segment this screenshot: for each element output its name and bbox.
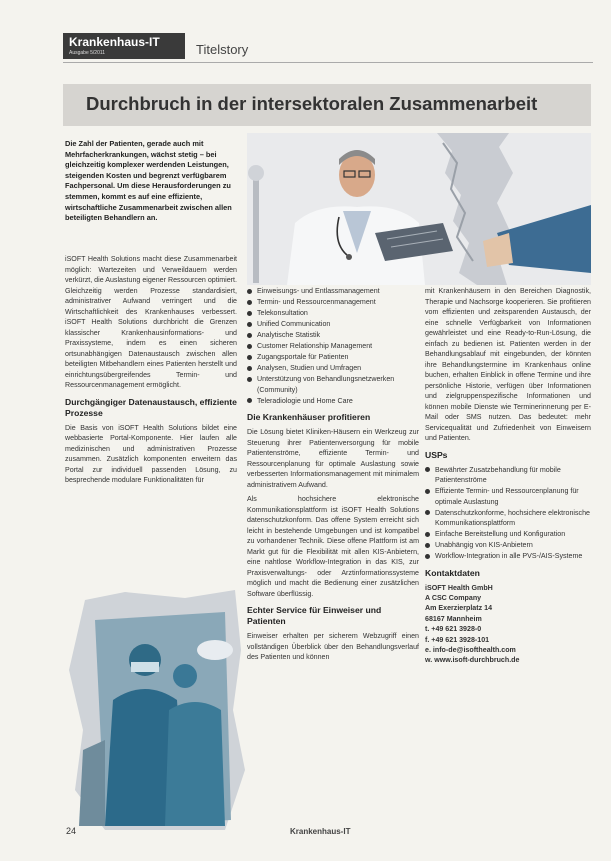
logo-text: Krankenhaus-IT xyxy=(69,35,160,49)
contact-line: Am Exerzierplatz 14 xyxy=(425,604,493,613)
col2-subheading-2: Echter Service für Einweiser und Patienten xyxy=(247,605,382,626)
list-item: Teleradiologie und Home Care xyxy=(247,396,419,407)
magazine-logo xyxy=(63,33,185,59)
list-item: Unified Communication xyxy=(247,319,419,330)
col1-paragraph-2: Die Basis von iSOFT Health Solutions bildet eine webbasierte Portal-Komponente. Hier laufen alle medizinischen und administrativen Prozesse zusammen. Zusätzlich komponenten erweitern das Portal zur individuell passenden Lösung, zu besprechende modulare Funktionalitäten für xyxy=(65,423,237,484)
col1-paragraph: iSOFT Health Solutions macht diese Zusammenarbeit möglich: Wartezeiten und Verweildauern werden verkürzt, die Auslastung eigener Ressourcen optimiert. Gleichzeitig werden Prozesse standardisiert, administrativer Aufwand verringert und die Wirtschaftlichkeit des Krankenhauses verbessert. iSOFT Health Solutions durchbricht die Grenzen klassischer Krankenhausinformations- und Praxissysteme, indem es einen sicheren ortsunabhängigen Datenaustausch zwischen allen beteiligten Mitbehandlern eines Patienten herstellt und einrichtungsübergreifendes Termin- und Ressourcenmanagement ermöglicht. xyxy=(65,255,237,389)
list-item: Unterstützung von Behandlungsnetzwerken (Community) xyxy=(247,374,419,395)
col2-paragraph: Die Lösung bietet Kliniken-Häusern ein Werkzeug zur Steuerung ihrer Patientenversorgung für mobile Patientenströme, effiziente Termin- und Ressourcenplanung für optimale Auslastung sowie verbesserten Informationsmanagement mit minimalem administrativem Aufwand. xyxy=(247,428,419,489)
list-item: Workflow-Integration in alle PVS-/AIS-Systeme xyxy=(425,551,591,562)
list-item: Unabhängig von KIS-Anbietern xyxy=(425,540,591,551)
list-item: Termin- und Ressourcenmanagement xyxy=(247,297,419,308)
list-item: Zugangsportale für Patienten xyxy=(247,352,419,363)
col1-subheading: Durchgängiger Datenaustausch, effiziente Prozesse xyxy=(65,396,237,418)
col2-paragraph-2: Als hochsichere elektronische Kommunikationsplattform ist iSOFT Health Solutions datenschutzkonform. Das offene System erreicht sich leicht in bestehende Umgebungen und ist kompatibel zu vorhandener Technik. Diese offene Plattform ist am Markt gut für die Flexibilität mit allen KIS-Anbietern, eine nahtlose Workflow-Integration in das KIS, zur Praxisverwaltungs- oder Arztinformationssysteme möglich und macht die Bedienung einer zusätzlichen Software überflüssig. xyxy=(247,495,419,598)
features-list xyxy=(247,286,419,406)
header-divider xyxy=(63,62,593,63)
footer-logo: Krankenhaus-IT xyxy=(290,827,351,836)
section-label: Titelstory xyxy=(196,42,249,57)
page-number: 24 xyxy=(66,826,77,836)
contact-line: A CSC Company xyxy=(425,593,482,602)
col2-paragraph-3: Einweiser erhalten per sicherem Webzugriff einen vollständigen Überblick über den Behandlungsverlauf des Patienten und können xyxy=(247,632,419,661)
usps-heading: USPs xyxy=(425,449,448,460)
column-2 xyxy=(247,286,419,667)
list-item: Einweisungs- und Entlassmanagement xyxy=(247,286,419,297)
list-item: Telekonsultation xyxy=(247,308,419,319)
list-item: Analytische Statistik xyxy=(247,330,419,341)
article-lead: Die Zahl der Patienten, gerade auch mit Mehrfacherkrankungen, wächst stetig – bei gleichzeitig komplexer werdenden Leistungen, steigenden Kosten und begrenzt verfügbarem Fachpersonal. Um diese Herausforderungen zu stemmen, kommt es auf eine effiziente, wirtschaftliche Zusammenarbeit zwischen allen beteiligten Behandlern an. xyxy=(65,139,232,223)
usps-list xyxy=(425,465,591,562)
list-item: Customer Relationship Management xyxy=(247,341,419,352)
contact-line: t. +49 621 3928-0 xyxy=(425,625,482,634)
contact-email[interactable]: e. info-de@isofthealth.com xyxy=(425,645,516,654)
list-item: Datenschutzkonforme, hochsichere elektronische Kommunikationsplattform xyxy=(425,508,591,529)
column-1 xyxy=(65,254,237,490)
contact-heading: Kontaktdaten xyxy=(425,567,480,578)
column-3 xyxy=(425,286,591,666)
contact-block xyxy=(425,583,591,666)
doctor-photo xyxy=(247,133,591,285)
article-title: Durchbruch in der intersektoralen Zusammenarbeit xyxy=(86,93,538,114)
logo-issue: Ausgabe 5/2011 xyxy=(69,50,106,56)
contact-line: iSOFT Health GmbH xyxy=(425,583,493,592)
list-item: Analysen, Studien und Umfragen xyxy=(247,363,419,374)
surgery-photo xyxy=(65,590,245,830)
col2-subheading: Die Krankenhäuser profitieren xyxy=(247,412,371,422)
list-item: Effiziente Termin- und Ressourcenplanung für optimale Auslastung xyxy=(425,486,591,507)
list-item: Einfache Bereitstellung und Konfiguration xyxy=(425,529,591,540)
contact-website[interactable]: w. www.isoft-durchbruch.de xyxy=(425,656,520,665)
contact-line: 68167 Mannheim xyxy=(425,614,482,623)
list-item: Bewährter Zusatzbehandlung für mobile Patientenströme xyxy=(425,465,591,486)
contact-line: f. +49 621 3928-101 xyxy=(425,635,490,644)
col3-paragraph: mit Krankenhäusern in den Bereichen Diagnostik, Therapie und Nachsorge kooperieren. Sie profitieren vom effizienten und zeitsparenden Austausch, der eine schnelle Verfügbarkeit von Informationen gewährleistet und eine Ready-to-Run-Lösung, die einfach zu bedienen ist. Patienten werden in der Behandlungsablauf mit eingebunden, der könnten ihre Behandlungstermine im Krankenhaus online buchen, erhalten Einblick in offene Termine und ihre persönliche Historie, verfügen über Informationen und zielgruppenspezifische Informationen und können mobile Dienste wie Terminerinnerung per E-Mail oder SMS nutzen. Das bedeutet: mehr Servicequalität und Zufriedenheit von Einweisern und Patienten. xyxy=(425,287,591,442)
